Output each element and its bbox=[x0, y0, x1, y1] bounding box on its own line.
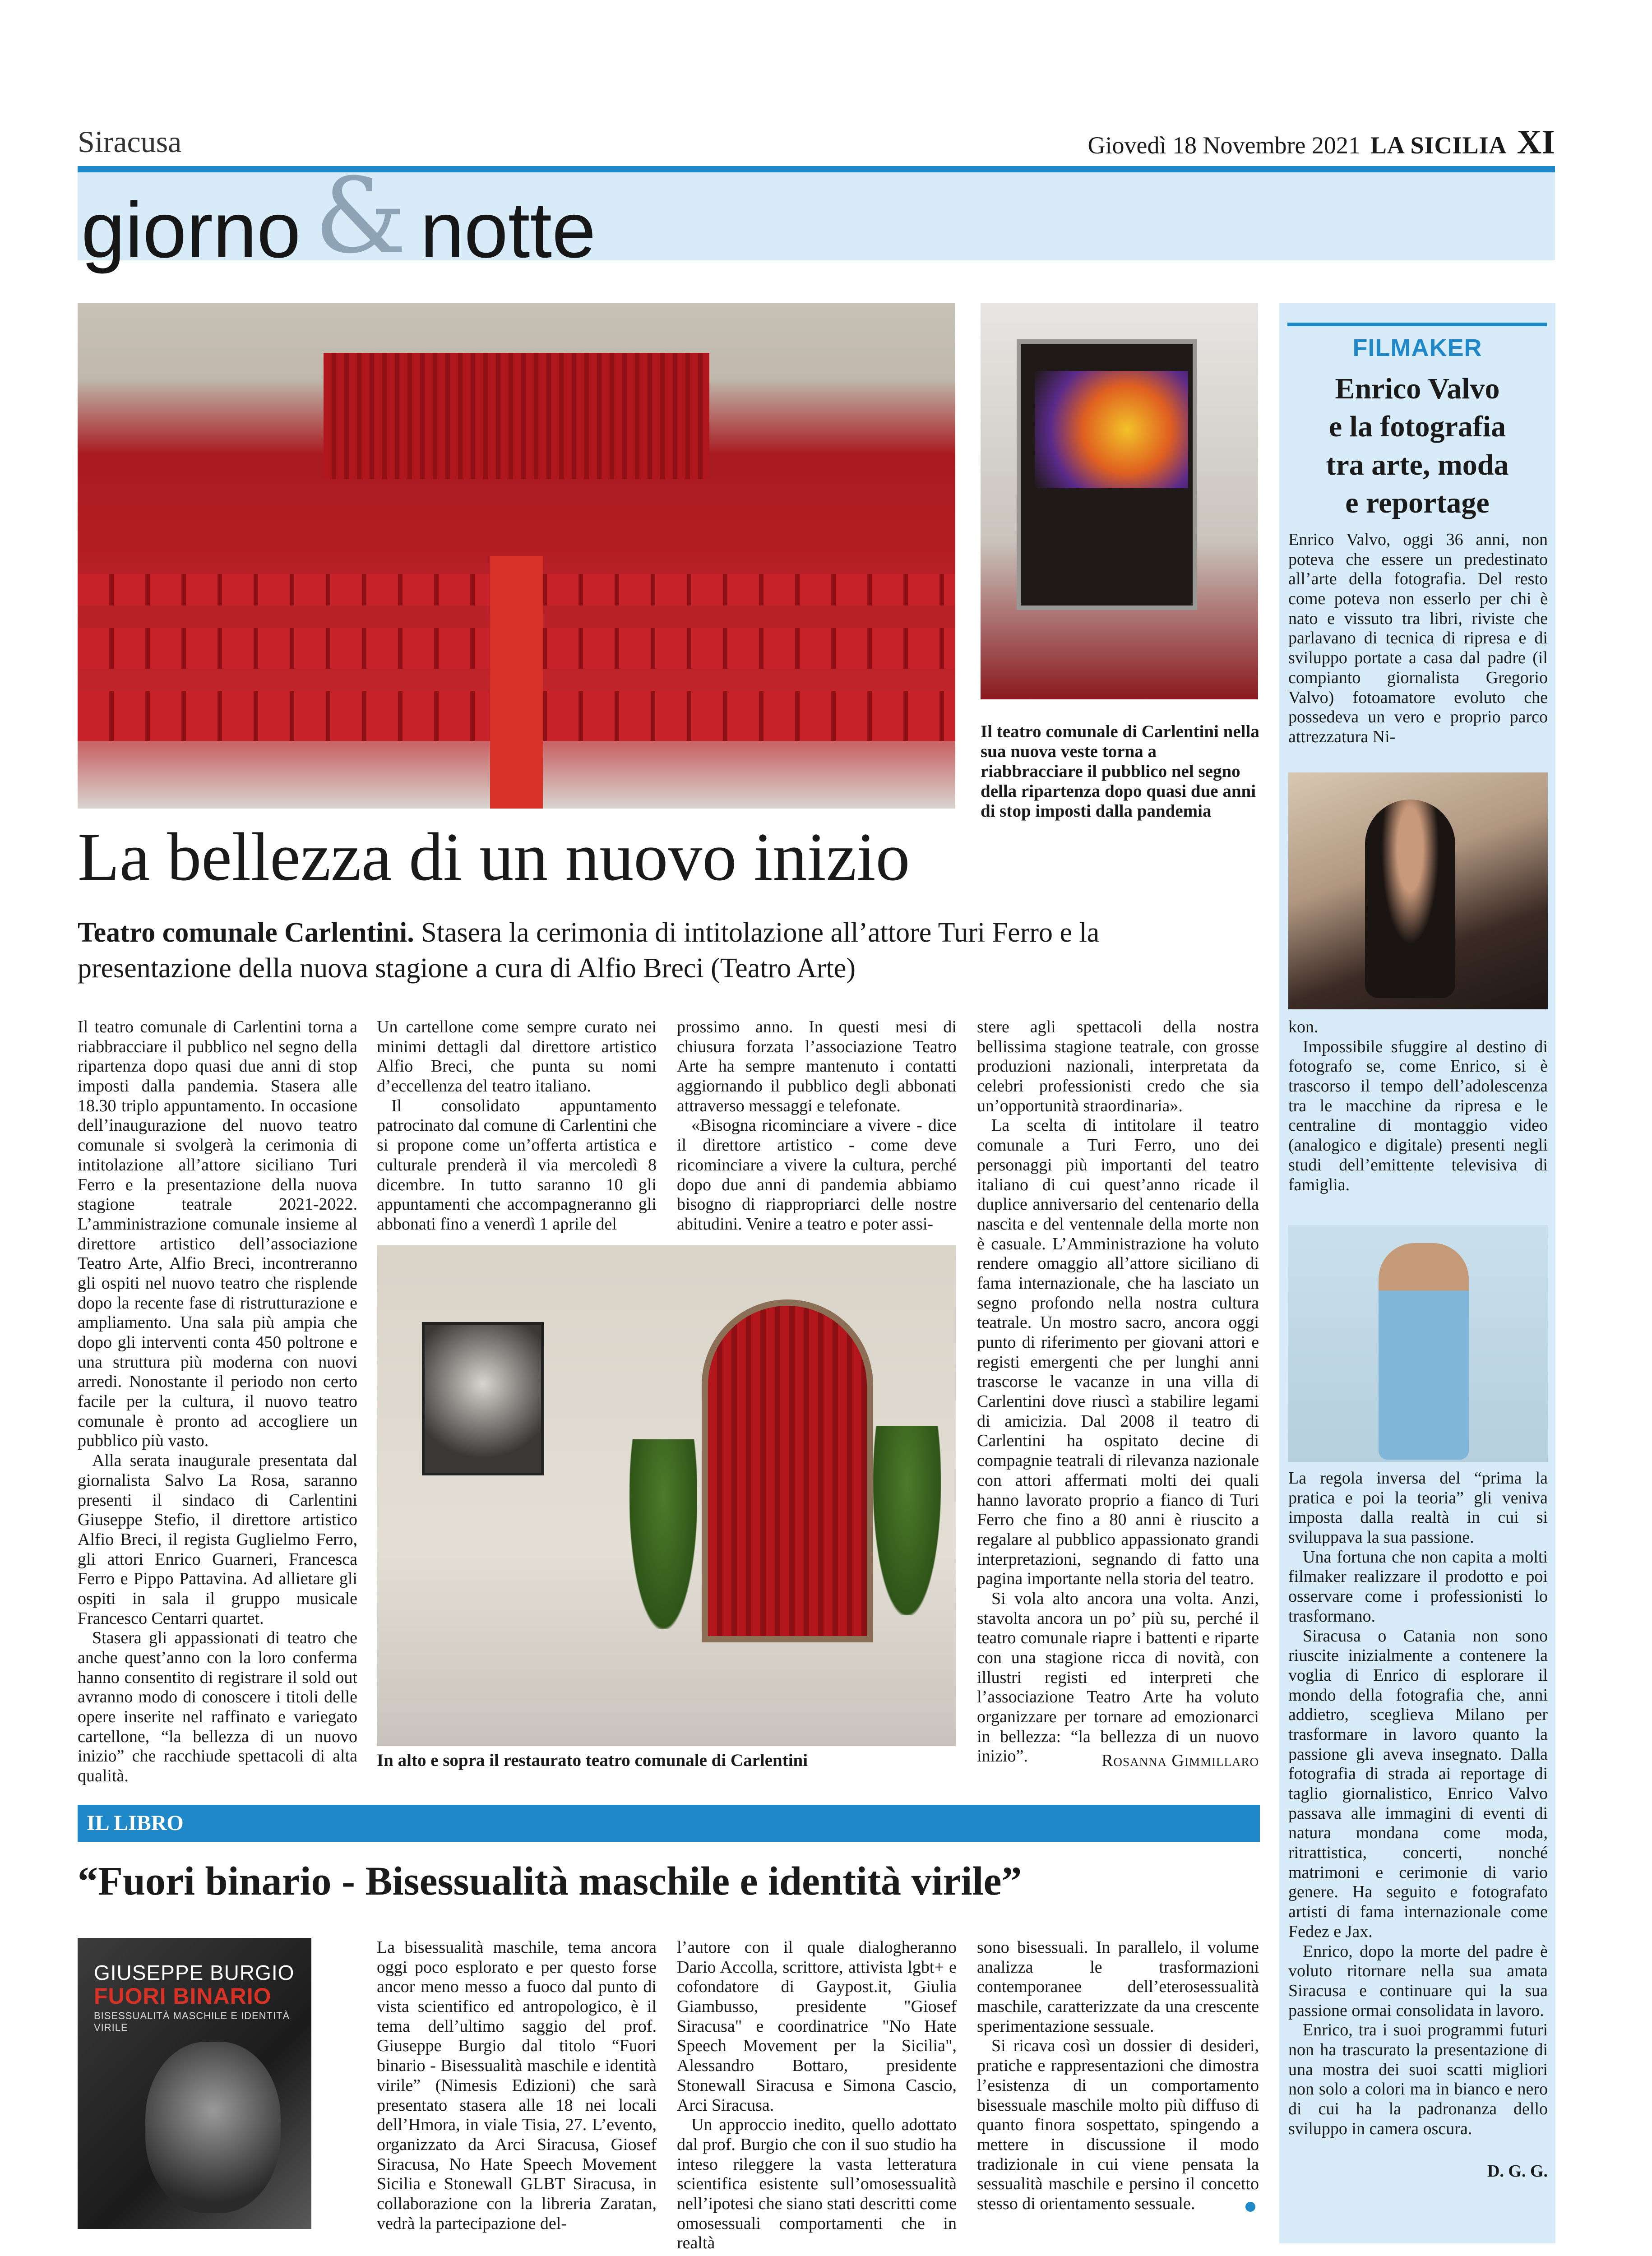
sidebar-rule bbox=[1287, 323, 1547, 326]
paragraph: prossimo anno. In questi mesi di chiusura forzata l’associazione Teatro Arte ha sempre mantenuto i contatti aggiornando il pubblico degli abbonati attraverso messaggi e telefonate. bbox=[677, 1017, 957, 1115]
poster-frame bbox=[1017, 339, 1197, 610]
page-number: XI bbox=[1517, 123, 1555, 161]
sidebar-text-2 bbox=[1288, 1017, 1548, 1195]
turi-ferro-portrait bbox=[422, 1322, 544, 1475]
paragraph: La regola inversa del “prima la pratica e poi la teoria” gli veniva imposta dalla realtà in cui si sviluppava la sua passione. bbox=[1288, 1469, 1548, 1547]
end-mark bbox=[1245, 2202, 1255, 2212]
sidebar-text-3 bbox=[1288, 1469, 1548, 2139]
paragraph: Si vola alto ancora una volta. Anzi, stavolta ancora un po’ più su, perché il teatro comunale riapre i battenti e riparte con una stagione ricca di novità, con illustri registi ed interpreti che l’associazione Teatro Arte ha voluto organizzare per tornare ad emozionarci in bellezza: “la bellezza di un nuovo inizio”. bbox=[977, 1589, 1259, 1766]
paragraph: sono bisessuali. In parallelo, il volume analizza le trasformazioni contemporanee dell’eterosessualità maschile, caratterizzate da una crescente sperimentazione sessuale. bbox=[977, 1938, 1259, 2036]
section-title-left: giorno bbox=[81, 186, 301, 274]
sidebar-title bbox=[1279, 370, 1555, 522]
masthead-right bbox=[1088, 123, 1555, 162]
paragraph: l’autore con il quale dialogheranno Dario Accolla, scrittore, attivista lgbt+ e cofondatore di Gaypost.it, Giulia Giambusso, presidente "Giosef Siracusa" e coordinatrice "No Hate Speech Movement per la Sicilia", Alessandro Bottaro, presidente Stonewall Siracusa e Simona Cascio, Arci Siracusa. bbox=[677, 1938, 957, 2115]
paragraph: Enrico Valvo, oggi 36 anni, non poteva che essere un predestinato all’arte della fotografia. Del resto come poteva non esserlo per chi è nato e vissuto tra libri, riviste che parlavano di tecnica di ripresa e di sviluppo portate a casa dal padre (il compianto giornalista Gregorio Valvo) fotoamatore evoluto che possedeva un vero e proprio parco attrezzatura Ni- bbox=[1288, 530, 1548, 746]
section-title bbox=[81, 156, 596, 282]
sidebar-text-1 bbox=[1288, 530, 1548, 747]
stage-curtain bbox=[324, 353, 710, 479]
paragraph: Impossibile sfuggire al destino di fotografo se, come Enrico, si è trascorso il tempo dell’adolescenza tra le macchine da ripresa e le centraline di montaggio video (analogico e digitale) presenti negli studi dell’emittente televisiva di famiglia. bbox=[1288, 1037, 1548, 1194]
newspaper-name: LA SICILIA bbox=[1370, 132, 1507, 159]
paragraph: Enrico, dopo la morte del padre è voluto ritornare nella sua amata Siracusa e continuare qui la sua passione ormai consolidata in lavoro. bbox=[1288, 1942, 1548, 2020]
paragraph: Si ricava così un dossier di desideri, pratiche e rappresentazioni che dimostra l’esistenza di un comportamento bisessuale maschile molto più diffuso di quanto finora sospettato, spingendo a mettere in discussione il modo tradizionale in cui viene pensata la sessualità maschile e persino il concetto stesso di orientamento sessuale. bbox=[977, 2036, 1259, 2213]
subhead-kicker: Teatro comunale Carlentini. bbox=[78, 917, 414, 948]
section-title-right: notte bbox=[420, 186, 596, 274]
sidebar-kicker: FILMAKER bbox=[1352, 334, 1482, 361]
fashion-photo bbox=[1288, 772, 1548, 1009]
paragraph: La bisessualità maschile, tema ancora oggi poco esplorato e per questo forse ancor meno messo a fuoco dal punto di vista scientifico ed antropologico, è il tema dell’ultimo saggio del prof. Giuseppe Burgio dal titolo “Fuori binario - Bisessualità maschile e identità virile” (Nimesis Edizioni) che sarà presentato stasera alle 18 nei locali dell’Hmora, in viale Tisia, 27. L’evento, organizzato da Arci Siracusa, Giosef Siracusa, No Hate Speech Movement Sicilia e Stonewall GLBT Siracusa, in collaborazione con la libreria Zaratan, vedrà la partecipazione del- bbox=[377, 1938, 657, 2233]
model-figure bbox=[1365, 800, 1455, 998]
curtained-arch bbox=[702, 1299, 873, 1642]
sidebar-title-line: e reportage bbox=[1345, 486, 1490, 520]
book-subtitle: BISESSUALITÀ MASCHILE E IDENTITÀ VIRILE bbox=[94, 2010, 290, 2033]
article-column-4 bbox=[977, 1017, 1259, 1766]
paragraph: kon. bbox=[1288, 1017, 1319, 1036]
paragraph: Alla serata inaugurale presentata dal giornalista Salvo La Rosa, saranno presenti il sindaco di Carlentini Giuseppe Stefio, il direttore artistico Alfio Breci, il regista Guglielmo Ferro, gli attori Enrico Guarneri, Francesca Ferro e Pippo Pattavina. Ad allietare gli ospiti in sala il gruppo musicale Francesco Centarri quartet. bbox=[78, 1451, 357, 1628]
issue-date: Giovedì 18 Novembre 2021 bbox=[1087, 132, 1360, 159]
sidebar-title-line: tra arte, moda bbox=[1326, 448, 1509, 481]
theater-hall-photo bbox=[78, 303, 955, 809]
article-author: Rosanna Gimmillaro bbox=[1101, 1751, 1259, 1770]
section-title-ampersand: & bbox=[314, 156, 407, 277]
libro-column-3 bbox=[977, 1938, 1259, 2214]
plant bbox=[629, 1439, 697, 1629]
poster-caption: Il teatro comunale di Carlentini nella sua nuova veste torna a riabbracciare il pubblico nel segno della ripartenza dopo quasi due anni di stop imposti dalla pandemia bbox=[981, 722, 1259, 821]
libro-column-2 bbox=[677, 1938, 957, 2253]
paragraph: Un cartellone come sempre curato nei minimi dettagli dal direttore artistico Alfio Breci, che punta su nomi d’eccellenza del teatro italiano. bbox=[377, 1017, 657, 1096]
paragraph: La scelta di intitolare il teatro comunale a Turi Ferro, uno dei personaggi più importanti del teatro italiano di cui quest’anno ricade il duplice anniversario del centenario della nascita e del ventennale della morte non è casuale. L’Amministrazione ha voluto rendere omaggio all’attore siciliano di fama internazionale, che ha lasciato un segno profondo nella nostra cultura teatrale. Un mostro sacro, ancora oggi punto di riferimento per giovani attori e registi emergenti che per lunghi anni trascorse le vacanze in una villa di Carlentini dove riuscì a stabilire legami di amicizia. Dal 2008 il teatro di Carlentini ha ospitato decine di compagnie teatrali di rilevanza nazionale con attori affermati molti dei quali hanno lavorato proprio a fianco di Turi Ferro che fino a 80 anni è riuscito a regalare al pubblico appassionato grandi interpretazioni, segnando di fatto una pagina importante nella storia del teatro. bbox=[977, 1116, 1259, 1589]
libro-column-1 bbox=[377, 1938, 657, 2233]
subhead-text: Stasera la cerimonia di intitolazione all’attore Turi Ferro e la presentazione della nuova stagione a cura di Alfio Breci (Teatro Arte) bbox=[78, 917, 1100, 984]
libro-band: IL LIBRO bbox=[78, 1805, 1260, 1842]
paragraph: Enrico, tra i suoi programmi futuri non ha trascurato la presentazione di una mostra dei suoi scatti migliori non solo a colori ma in bianco e nero di cui ha la padronanza dello sviluppo in camera oscura. bbox=[1288, 2020, 1548, 2138]
paragraph: Una fortuna che non capita a molti filmaker realizzare il prodotto e poi osservare come i professionisti lo trasformano. bbox=[1288, 1547, 1548, 1626]
sidebar-signature: D. G. G. bbox=[1487, 2162, 1548, 2181]
paragraph: Il consolidato appuntamento patrocinato dal comune di Carlentini che si propone come un’offerta artistica e culturale prenderà il via mercoledì 8 dicembre. In tutto saranno 10 gli appuntamenti che accompagneranno gli abbonati fino a venerdì 1 aprile del bbox=[377, 1096, 657, 1234]
paragraph: Stasera gli appassionati di teatro che anche quest’anno con la loro conferma hanno consentito di registrare il sold out avranno modo di conoscere i titoli delle opere inserite nel raffinato e variegato cartellone, “la bellezza di un nuovo inizio” che racchiude spettacoli di alta qualità. bbox=[78, 1628, 357, 1786]
photographer-figure bbox=[1379, 1243, 1469, 1460]
paragraph: Il teatro comunale di Carlentini torna a riabbracciare il pubblico nel segno della ripartenza dopo quasi due anni di stop imposti dalla pandemia. Stasera alle 18.30 triplo appuntamento. In occasione dell’inaugurazione del nuovo teatro comunale si svolgerà la cerimonia di intitolazione all’attore siciliano Turi Ferro e la presentazione della nuova stagione teatrale 2021-2022. L’amministrazione comunale insieme al direttore artistico dell’associazione Teatro Arte, Alfio Breci, incontreranno gli ospiti nel nuovo teatro che risplende dopo la recente fase di ristrutturazione e ampliamento. Una sala più ampia che dopo gli interventi conta 450 poltrone e una struttura più moderna con nuovi arredi. Nonostante il periodo non certo facile per la cultura, il nuovo teatro comunale è pronto ad accogliere un pubblico più vasto. bbox=[78, 1017, 357, 1451]
book-title: FUORI BINARIO bbox=[94, 1983, 272, 2009]
article-headline: La bellezza di un nuovo inizio bbox=[78, 819, 910, 895]
article-column-3 bbox=[677, 1017, 957, 1234]
theater-foyer-photo bbox=[377, 1245, 956, 1746]
paragraph: «Bisogna ricominciare a vivere - dice il direttore artistico - come deve ricominciare a vivere la cultura, perché dopo due anni di pandemia abbiamo bisogno di riappropriarci delle nostre abitudini. Venire a teatro e poter assi- bbox=[677, 1116, 957, 1234]
header-rule bbox=[78, 166, 1555, 172]
section-city: Siracusa bbox=[78, 125, 182, 159]
paragraph: Un approccio inedito, quello adottato dal prof. Burgio che con il suo studio ha inteso rileggere la vasta letteratura scientifica esistente sull’omosessualità nell’ipotesi che siano stati descritti come omosessuali comportamenti che in realtà bbox=[677, 2115, 957, 2253]
book-cover bbox=[78, 1938, 311, 2229]
paragraph: Siracusa o Catania non sono riuscite inizialmente a contenere la voglia di Enrico di esplorare il mondo della fotografia che, anni addietro, sceglieva Milano per trasformare in lavoro quanto la passione gli aveva insegnato. Dalla fotografia di strada ai reportage di taglio giornalistico, Enrico Valvo passava alle immagini di eventi di natura mondana come moda, ritrattistica, concerti, nonché matrimoni e cerimonie di vario genere. Ha seguito e fotografato artisti di fama internazionale come Fedez e Jax. bbox=[1288, 1626, 1548, 1941]
book-cover-face bbox=[145, 2042, 281, 2213]
sidebar-title-line: Enrico Valvo bbox=[1335, 372, 1500, 405]
article-column-2 bbox=[377, 1017, 657, 1234]
poster-artwork bbox=[1035, 371, 1188, 488]
article-column-1 bbox=[78, 1017, 357, 1786]
article-subhead bbox=[78, 915, 1260, 987]
poster-photo bbox=[981, 303, 1258, 699]
red-carpet-aisle bbox=[490, 556, 543, 809]
book-author: GIUSEPPE BURGIO bbox=[94, 1961, 295, 1984]
plant bbox=[873, 1426, 941, 1615]
libro-headline: “Fuori binario - Bisessualità maschile e identità virile” bbox=[78, 1859, 1022, 1904]
sidebar-title-line: e la fotografia bbox=[1328, 410, 1506, 444]
photographer-photo bbox=[1288, 1225, 1548, 1462]
foyer-caption: In alto e sopra il restaurato teatro comunale di Carlentini bbox=[377, 1751, 808, 1770]
paragraph: stere agli spettacoli della nostra bellissima stagione teatrale, con grosse produzioni nazionali, interpretata da celebri professionisti credo che sia un’opportunità straordinaria». bbox=[977, 1017, 1259, 1115]
